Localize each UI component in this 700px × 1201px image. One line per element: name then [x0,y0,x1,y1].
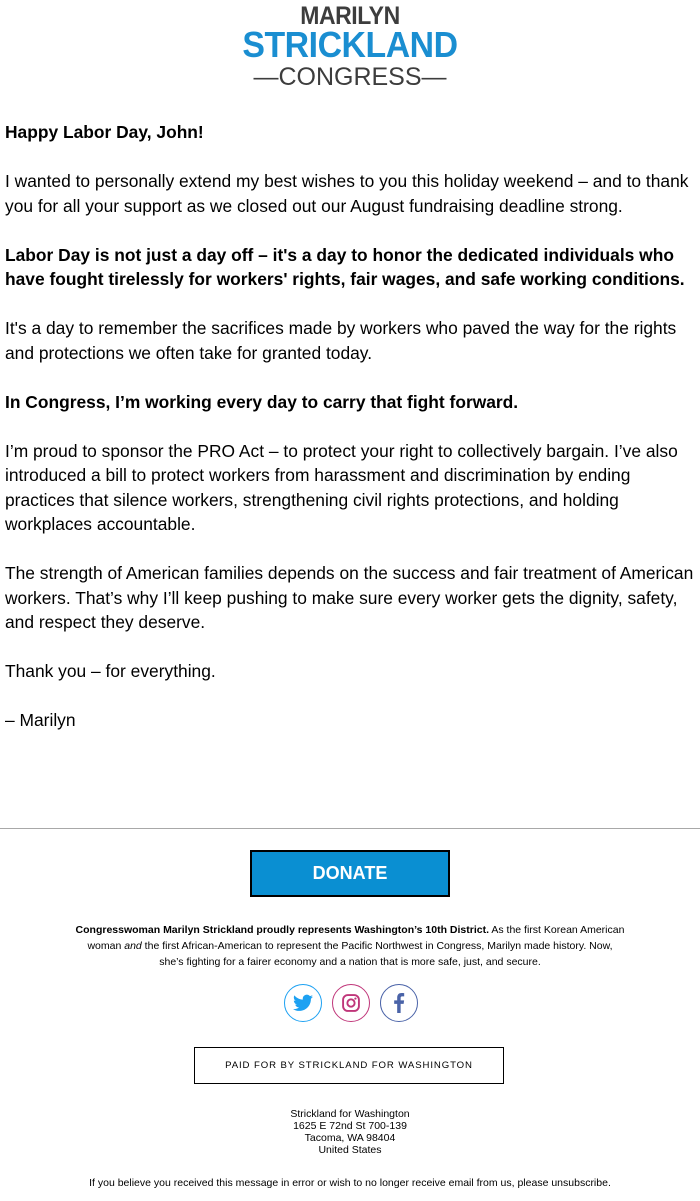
paragraph-6: The strength of American families depends on the success and fair treatment of American workers. That’s why I’ll keep pushing to make sure every worker gets the dignity, safety, and respect they deserve. [5,563,694,632]
footer-desc-italic: and [124,940,142,952]
footer-description [75,922,625,970]
social-links [0,984,700,1028]
footer-desc-part2: the first African-American to represent the Pacific Northwest in Congress, Marilyn made history. Now, she’s fighting for a fairer economy and a nation that is more safe, just, and secure. [141,940,613,968]
paid-for-disclaimer: PAID FOR BY STRICKLAND FOR WASHINGTON [194,1047,504,1084]
footer-divider [0,828,700,829]
address-city: Tacoma, WA 98404 [304,1132,396,1144]
footer-desc-part1: As the first Korean American woman [87,924,625,952]
unsubscribe-notice[interactable]: If you believe you received this message in error or wish to no longer receive email from us, please unsubscribe. [89,1177,611,1189]
twitter-icon [293,995,313,1012]
address-street: 1625 E 72nd St 700-139 [293,1120,407,1132]
address-country: United States [318,1144,382,1156]
paragraph-1: I wanted to personally extend my best wishes to you this holiday weekend – and to thank you for all your support as we closed out our August fundraising deadline strong. [5,171,689,216]
paragraph-2: Labor Day is not just a day off – it's a day to honor the dedicated individuals who have fought tirelessly for workers' rights, fair wages, and safe working conditions. [5,244,685,289]
instagram-icon [342,994,361,1013]
logo-congress: —CONGRESS— [253,63,447,91]
paragraph-5: I’m proud to sponsor the PRO Act – to protect your right to collectively bargain. I’ve also introduced a bill to protect workers from harassment and discrimination by ending practices that silence workers, strengthening civil rights protections, and holding workplaces accountable. [5,440,678,534]
address-org: Strickland for Washington [290,1108,410,1120]
twitter-link[interactable] [284,984,322,1022]
mailing-address [0,1108,700,1156]
paragraph-3: It's a day to remember the sacrifices made by workers who paved the way for the rights and protections we often take for granted today. [5,318,677,363]
campaign-logo [0,0,700,96]
paragraph-7: Thank you – for everything. [5,661,216,681]
facebook-link[interactable] [380,984,418,1022]
logo-name-last: STRICKLAND [242,24,458,65]
logo-name-first: MARILYN [300,2,400,30]
signoff: – Marilyn [5,710,76,730]
donate-button[interactable]: DONATE [250,850,450,897]
email-body [5,120,697,757]
greeting: Happy Labor Day, John! [5,122,204,142]
paragraph-4: In Congress, I’m working every day to carry that fight forward. [5,391,519,412]
footer-desc-bold: Congresswoman Marilyn Strickland proudly represents Washington’s 10th District. [75,924,490,936]
facebook-icon [394,993,405,1013]
instagram-link[interactable] [332,984,370,1022]
